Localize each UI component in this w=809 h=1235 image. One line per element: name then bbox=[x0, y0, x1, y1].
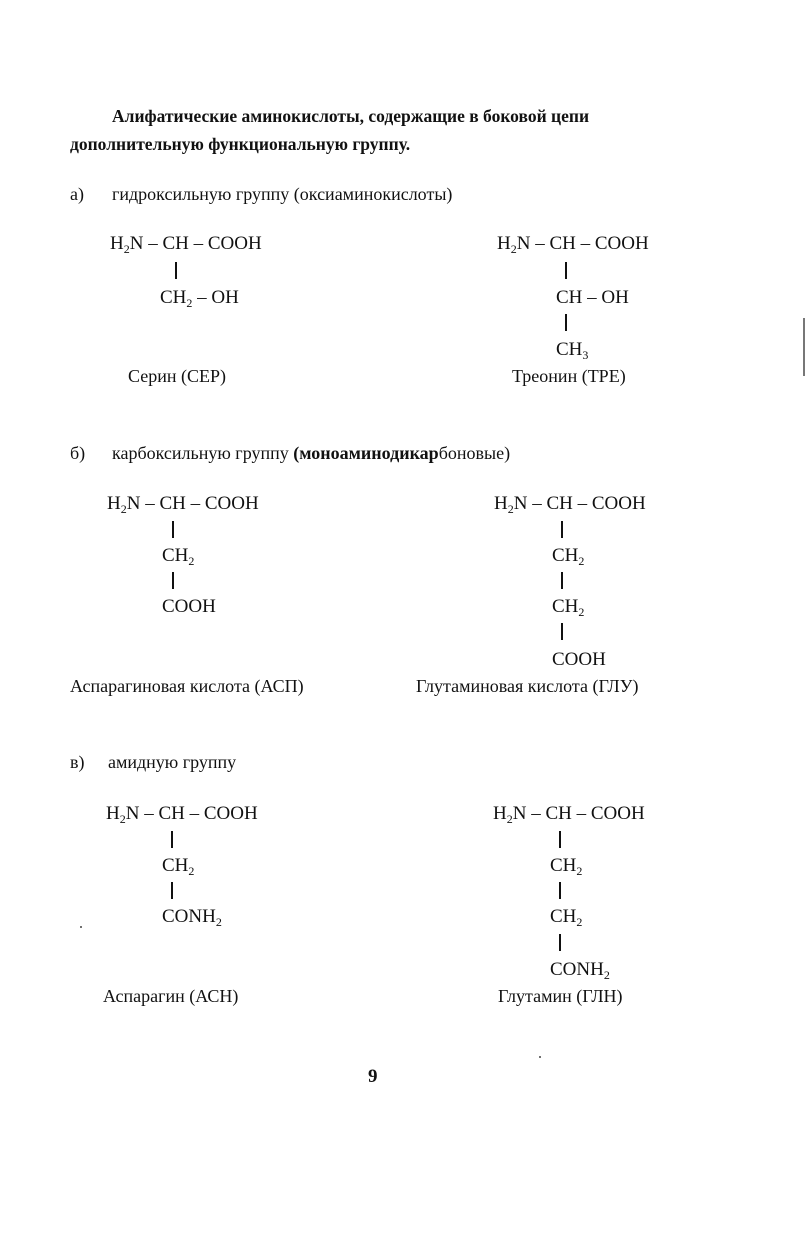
serine-backbone: $H_2N$ – CH – COOH bbox=[110, 233, 262, 256]
glutamic-acid-bond-2 bbox=[561, 572, 563, 589]
page-title-line-2: дополнительную функциональную группу. bbox=[70, 134, 411, 154]
glutamic-acid-bond-3 bbox=[561, 623, 563, 640]
threonine-bond-2 bbox=[565, 314, 567, 331]
threonine-name: Треонин (ТРЕ) bbox=[512, 366, 626, 386]
aspartic-acid-bond-1 bbox=[172, 521, 174, 538]
scan-speck bbox=[539, 1056, 541, 1058]
asparagine-bond-1 bbox=[171, 831, 173, 848]
serine-bond-1 bbox=[175, 262, 177, 279]
aspartic-acid-bond-2 bbox=[172, 572, 174, 589]
threonine-bond-1 bbox=[565, 262, 567, 279]
aspartic-acid-name: Аспарагиновая кислота (АСП) bbox=[70, 676, 304, 696]
asparagine-chain-2: $CONH_2$ bbox=[162, 906, 222, 929]
asparagine-backbone: $H_2N$ – CH – COOH bbox=[106, 803, 258, 826]
asparagine-chain-1: $CH_2$ bbox=[162, 855, 195, 878]
asparagine-bond-2 bbox=[171, 882, 173, 899]
glutamine-name: Глутамин (ГЛН) bbox=[498, 986, 623, 1006]
glutamine-bond-3 bbox=[559, 934, 561, 951]
glutamine-bond-1 bbox=[559, 831, 561, 848]
serine-name: Серин (СЕР) bbox=[128, 366, 226, 386]
scan-edge-mark bbox=[803, 318, 805, 376]
section-c-marker: в) bbox=[70, 752, 85, 772]
section-a-marker: а) bbox=[70, 184, 84, 204]
threonine-backbone: $H_2N$ – CH – COOH bbox=[497, 233, 649, 256]
scan-speck bbox=[80, 926, 82, 928]
glutamine-backbone: $H_2N$ – CH – COOH bbox=[493, 803, 645, 826]
section-b-heading: карбоксильную группу (моноаминодикарбоновые) bbox=[112, 443, 511, 463]
glutamic-acid-chain-1: $CH_2$ bbox=[552, 545, 585, 568]
section-a-heading: гидроксильную группу (оксиаминокислоты) bbox=[112, 184, 453, 204]
glutamic-acid-chain-2: $CH_2$ bbox=[552, 596, 585, 619]
aspartic-acid-chain-2: COOH bbox=[162, 596, 216, 617]
glutamine-chain-1: $CH_2$ bbox=[550, 855, 583, 878]
glutamic-acid-chain-3: COOH bbox=[552, 649, 606, 670]
glutamic-acid-backbone: $H_2N$ – CH – COOH bbox=[494, 493, 646, 516]
glutamic-acid-name: Глутаминовая кислота (ГЛУ) bbox=[416, 676, 639, 696]
glutamine-chain-3: $CONH_2$ bbox=[550, 959, 610, 982]
glutamine-chain-2: $CH_2$ bbox=[550, 906, 583, 929]
page-title-line-1: Алифатические аминокислоты, содержащие в боковой цепи bbox=[112, 106, 590, 126]
glutamine-bond-2 bbox=[559, 882, 561, 899]
section-c-heading: амидную группу bbox=[108, 752, 237, 772]
threonine-chain-1: CH – OH bbox=[556, 287, 629, 308]
section-b-marker: б) bbox=[70, 443, 86, 463]
glutamic-acid-bond-1 bbox=[561, 521, 563, 538]
aspartic-acid-backbone: $H_2N$ – CH – COOH bbox=[107, 493, 259, 516]
serine-side-chain: $CH_2$ – OH bbox=[160, 287, 239, 310]
page-number: 9 bbox=[368, 1066, 378, 1087]
aspartic-acid-chain-1: $CH_2$ bbox=[162, 545, 195, 568]
asparagine-name: Аспарагин (АСН) bbox=[103, 986, 239, 1006]
threonine-chain-2: $CH_3$ bbox=[556, 339, 589, 362]
